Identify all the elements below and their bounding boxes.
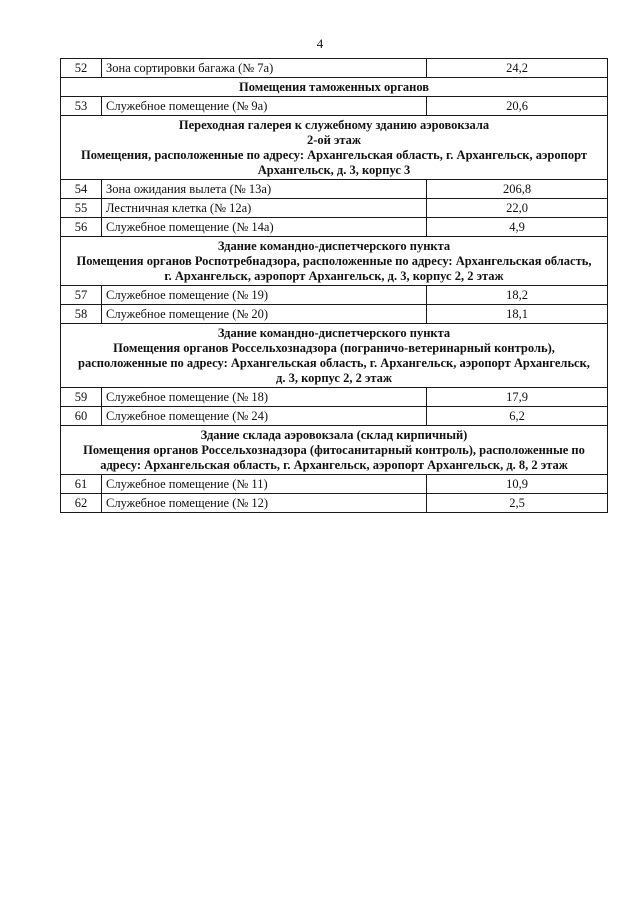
table-row: [61, 305, 608, 324]
premises-area: 24,2: [427, 59, 608, 78]
table-row: [61, 180, 608, 199]
premises-area: 4,9: [427, 218, 608, 237]
table-row: [61, 407, 608, 426]
table-row: [61, 59, 608, 78]
page-number: 4: [316, 36, 324, 51]
premises-table-body: [61, 59, 608, 513]
section-header-line: Здание склада аэровокзала (склад кирпичный): [200, 428, 468, 442]
section-header-row: [61, 426, 608, 475]
section-header: [61, 78, 608, 97]
section-header-line: 2-ой этаж: [307, 133, 361, 147]
section-header-row: [61, 237, 608, 286]
premises-name: Служебное помещение (№ 19): [102, 286, 427, 305]
premises-name: Служебное помещение (№ 12): [102, 494, 427, 513]
row-number: 54: [61, 180, 102, 199]
premises-name: Зона ожидания вылета (№ 13а): [102, 180, 427, 199]
premises-name: Служебное помещение (№ 11): [102, 475, 427, 494]
premises-area: 10,9: [427, 475, 608, 494]
section-header-row: [61, 324, 608, 388]
section-header: [61, 237, 608, 286]
premises-name: Служебное помещение (№ 14а): [102, 218, 427, 237]
section-header-line: Помещения таможенных органов: [238, 80, 430, 94]
premises-area: 17,9: [427, 388, 608, 407]
section-header-line: г. Архангельск, аэропорт Архангельск, д. 3, корпус 2, 2 этаж: [164, 269, 504, 283]
section-header: [61, 116, 608, 180]
row-number: 55: [61, 199, 102, 218]
row-number: 61: [61, 475, 102, 494]
row-number: 53: [61, 97, 102, 116]
section-header-row: [61, 78, 608, 97]
section-header-line: Помещения органов Россельхознадзора (фитосанитарный контроль), расположенные по: [83, 443, 585, 457]
premises-name: Служебное помещение (№ 24): [102, 407, 427, 426]
table-row: [61, 218, 608, 237]
premises-name: Служебное помещение (№ 18): [102, 388, 427, 407]
premises-area: 20,6: [427, 97, 608, 116]
section-header-line: д. 3, корпус 2, 2 этаж: [276, 371, 392, 385]
premises-area: 6,2: [427, 407, 608, 426]
table-row: [61, 388, 608, 407]
section-header-line: Здание командно-диспетчерского пункта: [217, 239, 451, 253]
premises-area: 22,0: [427, 199, 608, 218]
row-number: 59: [61, 388, 102, 407]
row-number: 62: [61, 494, 102, 513]
section-header-line: Помещения органов Роспотребнадзора, расположенные по адресу: Архангельская область,: [76, 254, 592, 268]
premises-table: [60, 58, 608, 513]
premises-name: Лестничная клетка (№ 12а): [102, 199, 427, 218]
section-header-line: адресу: Архангельская область, г. Архангельск, аэропорт Архангельск, д. 8, 2 этаж: [100, 458, 568, 472]
section-header-line: расположенные по адресу: Архангельская область, г. Архангельск, аэропорт Архангельск,: [78, 356, 590, 370]
premises-area: 2,5: [427, 494, 608, 513]
table-row: [61, 286, 608, 305]
row-number: 56: [61, 218, 102, 237]
table-row: [61, 199, 608, 218]
section-header-line: Помещения органов Россельхознадзора (пограничо-ветеринарный контроль),: [113, 341, 555, 355]
table-row: [61, 97, 608, 116]
section-header: [61, 324, 608, 388]
section-header-line: Помещения, расположенные по адресу: Архангельская область, г. Архангельск, аэропорт: [81, 148, 587, 162]
premises-area: 18,2: [427, 286, 608, 305]
section-header: [61, 426, 608, 475]
row-number: 58: [61, 305, 102, 324]
section-header-line: Здание командно-диспетчерского пункта: [217, 326, 451, 340]
section-header-row: [61, 116, 608, 180]
premises-name: Зона сортировки багажа (№ 7а): [102, 59, 427, 78]
premises-name: Служебное помещение (№ 20): [102, 305, 427, 324]
section-header-line: Переходная галерея к служебному зданию аэровокзала: [178, 118, 490, 132]
table-row: [61, 475, 608, 494]
premises-area: 18,1: [427, 305, 608, 324]
row-number: 52: [61, 59, 102, 78]
premises-area: 206,8: [427, 180, 608, 199]
row-number: 57: [61, 286, 102, 305]
row-number: 60: [61, 407, 102, 426]
premises-name: Служебное помещение (№ 9а): [102, 97, 427, 116]
table-row: [61, 494, 608, 513]
section-header-line: Архангельск, д. 3, корпус 3: [257, 163, 411, 177]
